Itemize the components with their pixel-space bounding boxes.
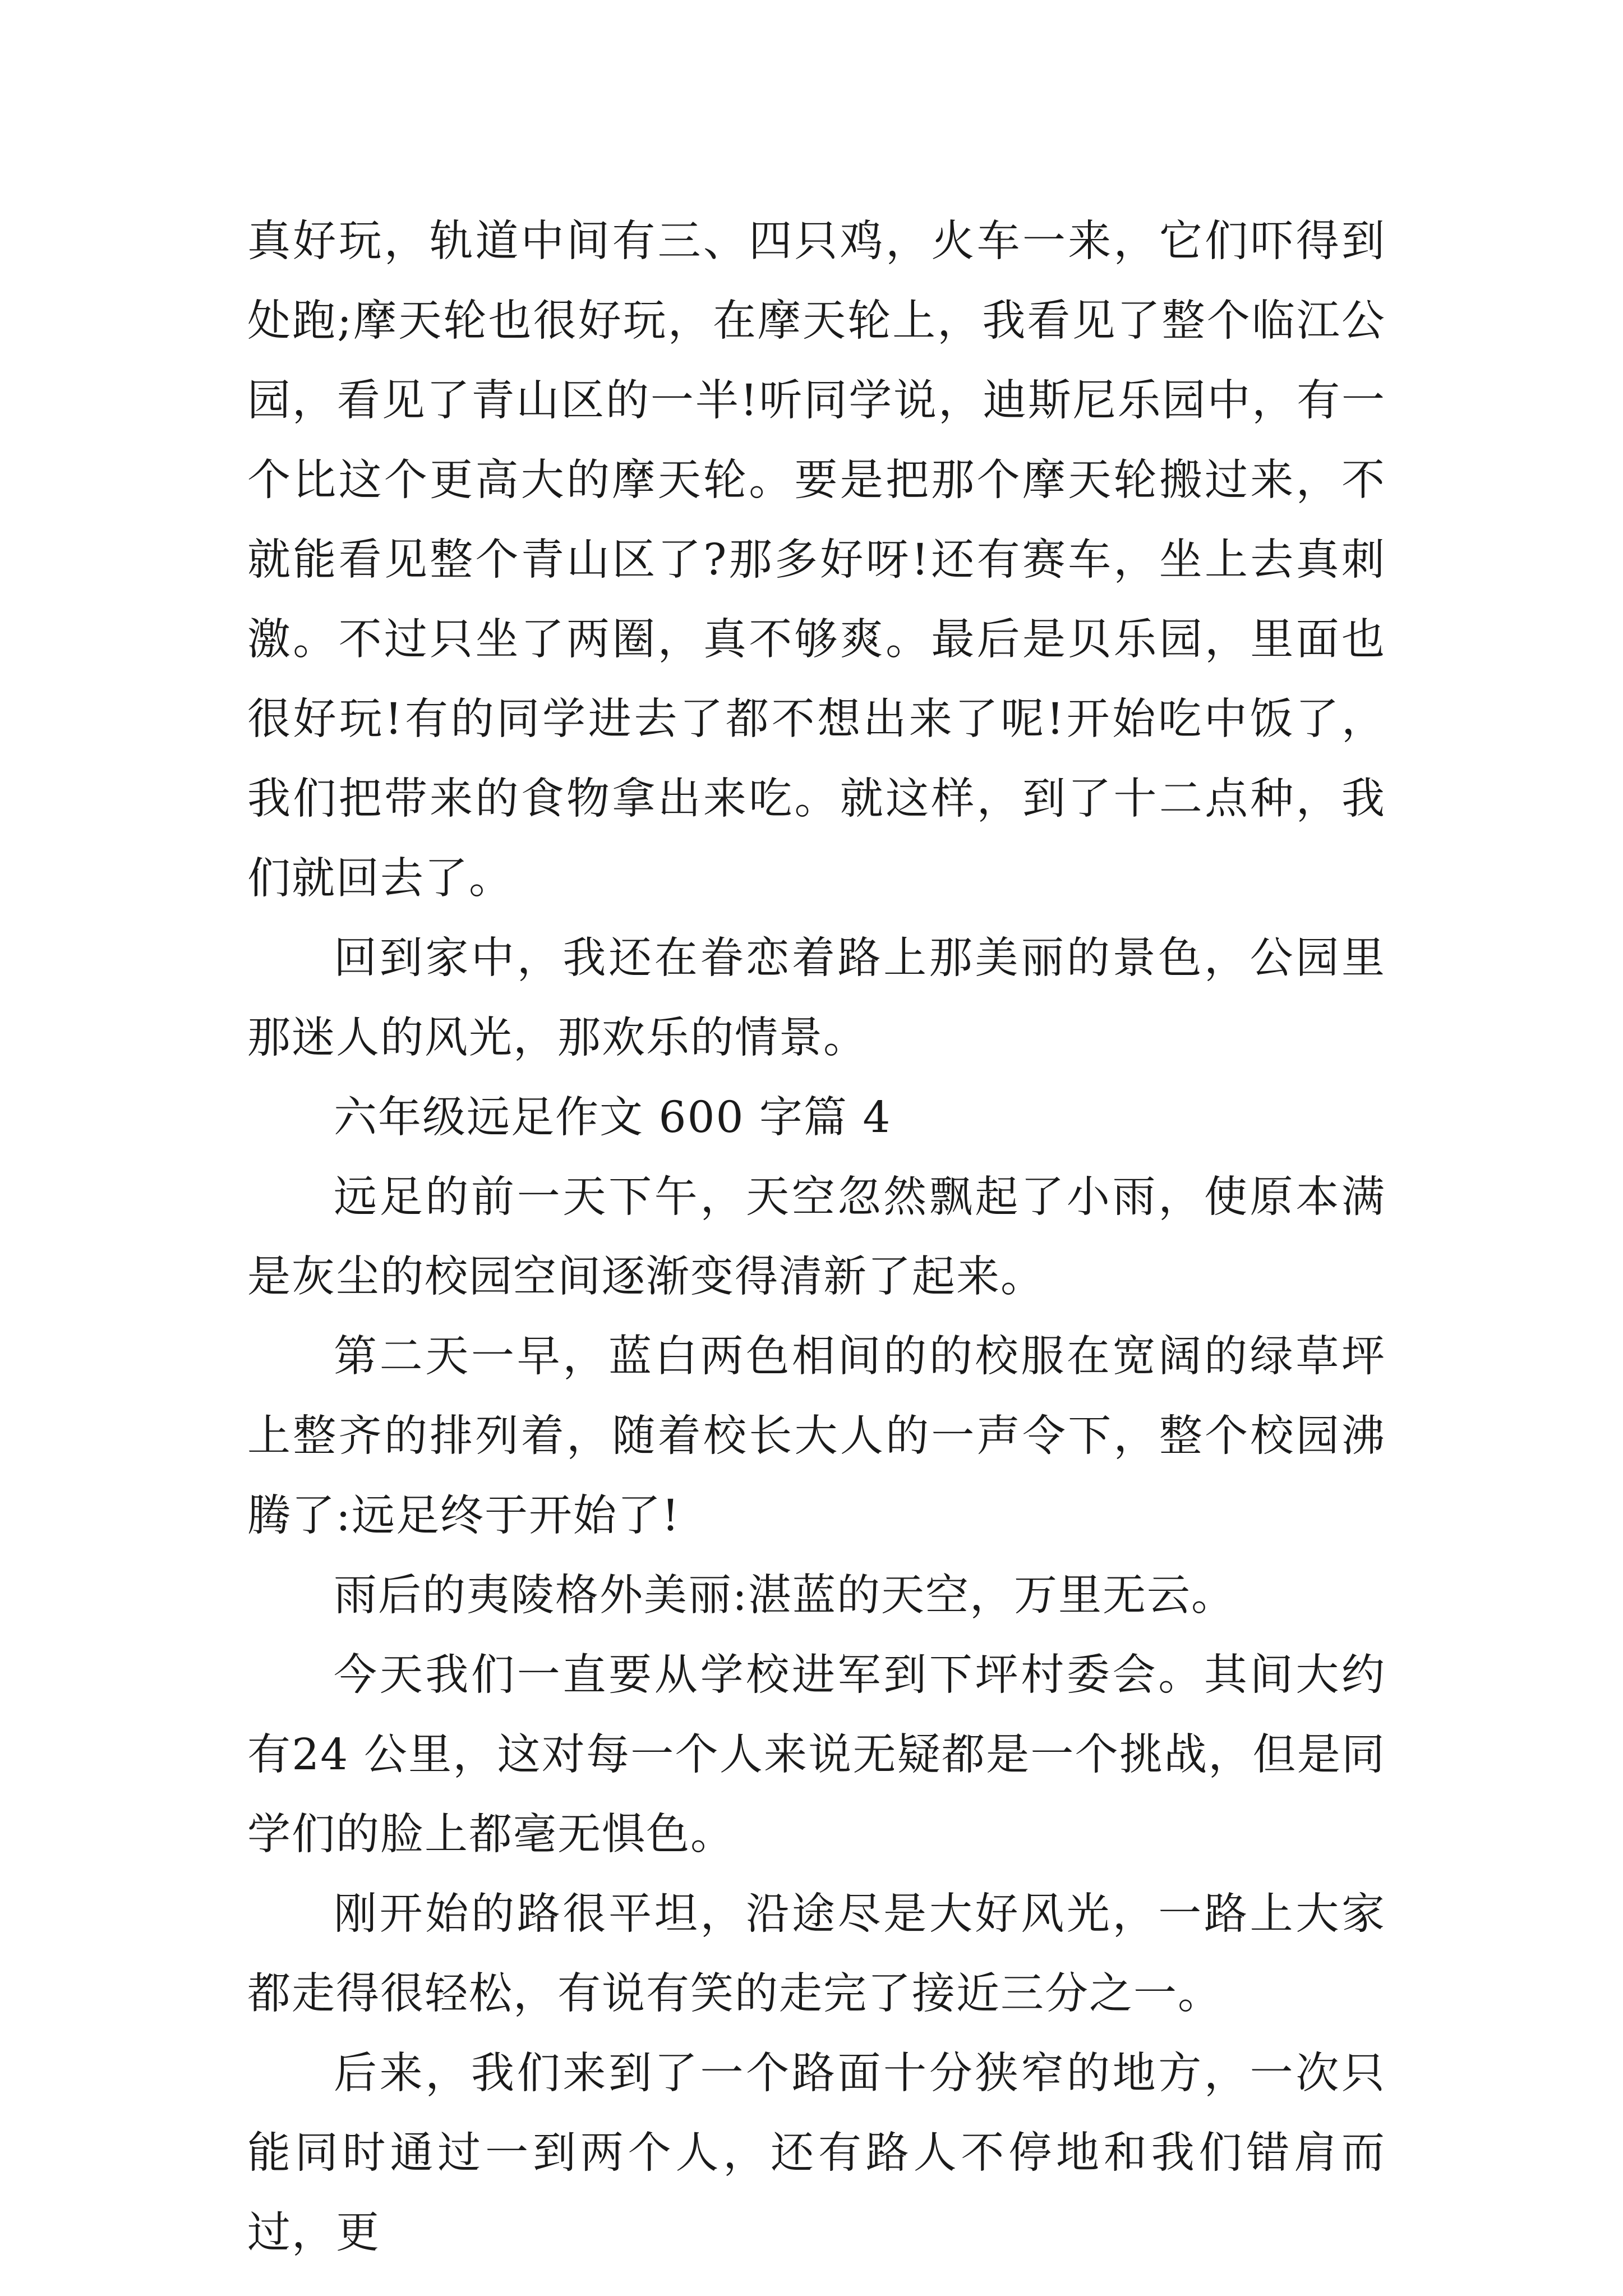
section-heading: 六年级远足作文 600 字篇 4 — [334, 1093, 892, 1143]
paragraph: 后来，我们来到了一个路面十分狭窄的地方，一次只能同时通过一到两个人，还有路人不停地和我们错肩而过，更 — [247, 2049, 1386, 2258]
paragraph: 今天我们一直要从学校进军到下坪村委会。其间大约有24 公里，这对每一个人来说无疑都是一个挑战，但是同学们的脸上都毫无惧色。 — [247, 1650, 1386, 1860]
document-body — [247, 202, 1386, 2273]
paragraph-continued: 真好玩，轨道中间有三、四只鸡，火车一来，它们吓得到处跑;摩天轮也很好玩，在摩天轮上，我看见了整个临江公园，看见了青山区的一半!听同学说，迪斯尼乐园中，有一个比这个更高大的摩天轮。要是把那个摩天轮搬过来，不就能看见整个青山区了?那多好呀!还有赛车，坐上去真刺激。不过只坐了两圈，真不够爽。最后是贝乐园，里面也很好玩!有的同学进去了都不想出来了呢!开始吃中饭了，我们把带来的食物拿出来吃。就这样，到了十二点种，我们就回去了。 — [247, 217, 1386, 904]
paragraph: 第二天一早，蓝白两色相间的的校服在宽阔的绿草坪上整齐的排列着，随着校长大人的一声令下，整个校园沸腾了:远足终于开始了! — [247, 1332, 1386, 1541]
paragraph: 雨后的夷陵格外美丽:湛蓝的天空，万里无云。 — [334, 1571, 1235, 1621]
paragraph: 刚开始的路很平坦，沿途尽是大好风光，一路上大家都走得很轻松，有说有笑的走完了接近三分之一。 — [247, 1889, 1386, 2019]
paragraph: 回到家中，我还在眷恋着路上那美丽的景色，公园里那迷人的风光，那欢乐的情景。 — [247, 933, 1386, 1063]
paragraph: 远足的前一天下午，天空忽然飘起了小雨，使原本满是灰尘的校园空间逐渐变得清新了起来。 — [247, 1172, 1386, 1302]
